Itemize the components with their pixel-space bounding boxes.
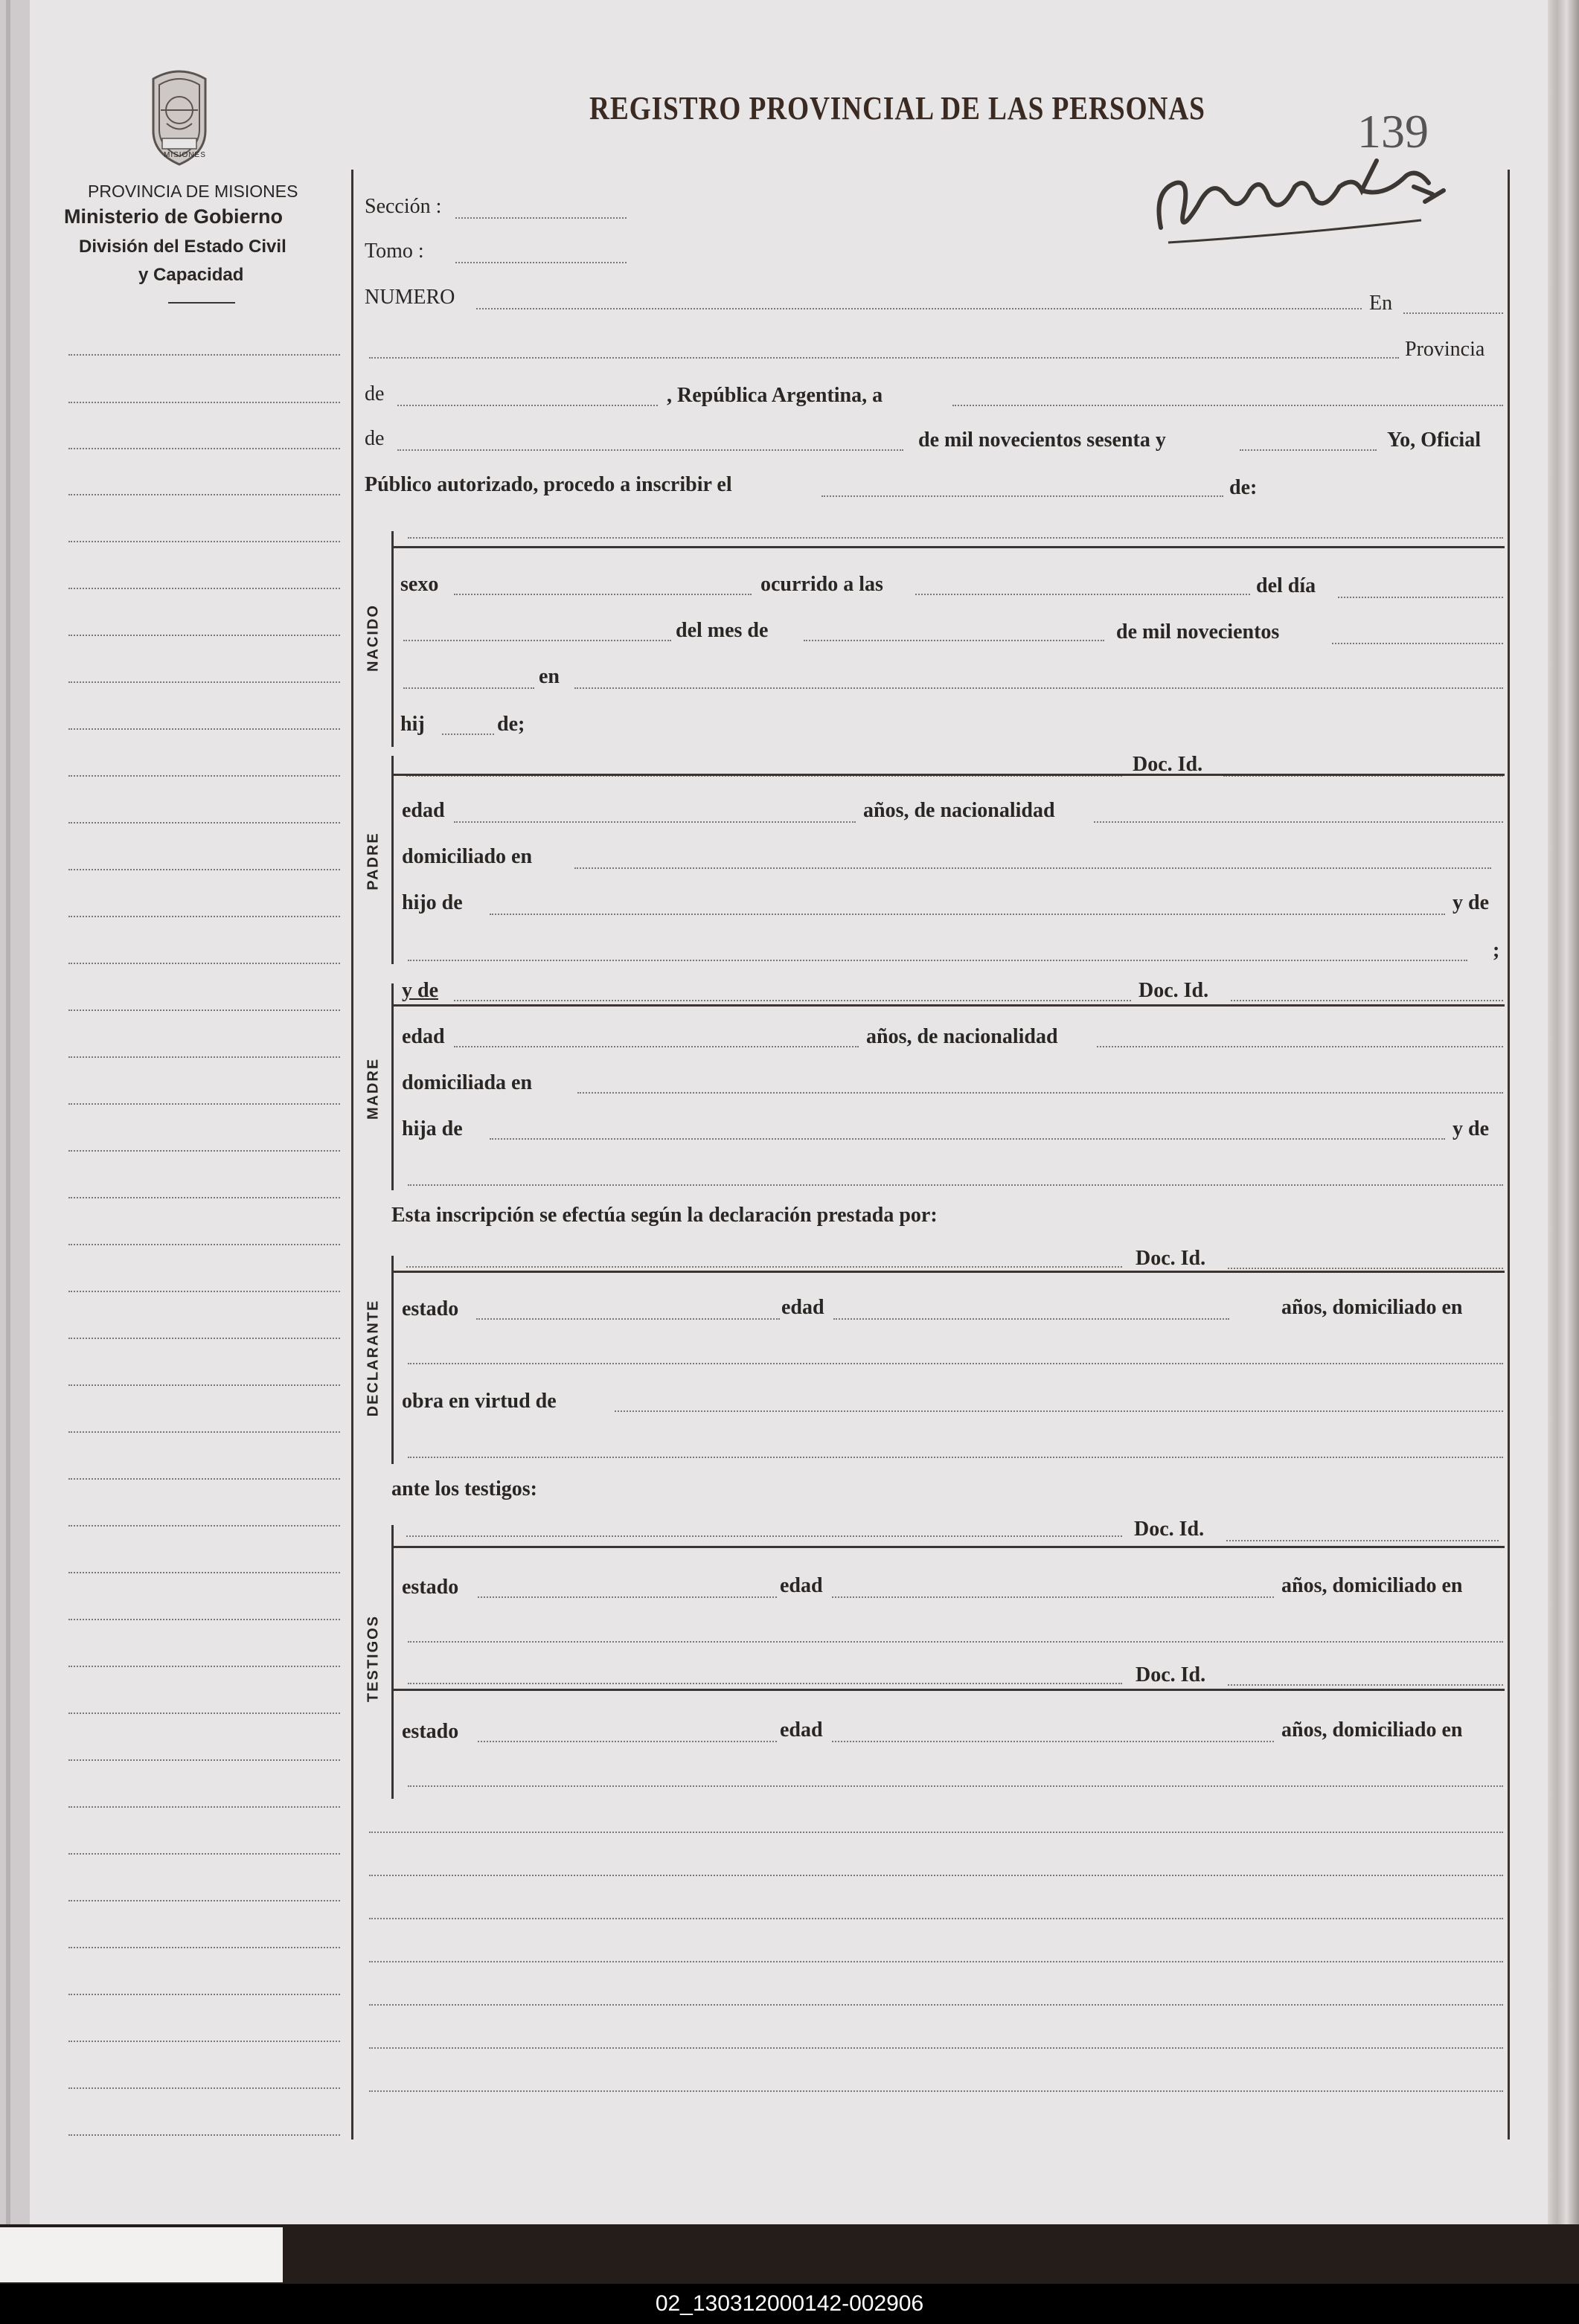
field-fecha-dia[interactable]	[952, 405, 1503, 406]
label-de-2: de	[365, 427, 385, 450]
field-madre-nacionalidad[interactable]	[1097, 1046, 1503, 1047]
field-sexo[interactable]	[454, 594, 752, 595]
page-number: 139	[1357, 105, 1429, 158]
label-testigo1-edad: edad	[780, 1574, 823, 1597]
label-declarante-anos-dom: años, domiciliado en	[1281, 1296, 1463, 1319]
field-madre-y-de[interactable]	[408, 1184, 1503, 1186]
form-left-border	[351, 170, 353, 2140]
org-line3: División del Estado Civil	[79, 237, 286, 257]
field-en[interactable]	[1403, 312, 1503, 314]
field-declarante-obra[interactable]	[615, 1410, 1503, 1412]
bottom-paper-strip	[0, 2227, 283, 2282]
label-padre-hijo-de: hijo de	[402, 891, 463, 914]
label-de-colon: de:	[1229, 476, 1258, 499]
field-testigo2-estado[interactable]	[478, 1741, 777, 1742]
page-title: REGISTRO PROVINCIAL DE LAS PERSONAS	[589, 90, 1205, 126]
field-numero[interactable]	[476, 308, 1362, 309]
field-padre-y-de[interactable]	[408, 960, 1467, 961]
signature-image	[1138, 146, 1466, 250]
seal-text: MISIONES	[164, 151, 206, 159]
label-testigo1-estado: estado	[402, 1576, 459, 1599]
label-padre-doc: Doc. Id.	[1133, 753, 1203, 776]
madre-bracket	[391, 983, 394, 1190]
field-testigo2-nombre[interactable]	[408, 1683, 1122, 1684]
field-lugar-nacido-2[interactable]	[574, 687, 1503, 689]
label-padre-domicilio: domiciliado en	[402, 845, 533, 868]
field-dia-texto[interactable]	[403, 640, 671, 641]
field-testigo1-domicilio[interactable]	[408, 1641, 1503, 1643]
field-padre-edad[interactable]	[454, 821, 856, 823]
page-edge-right	[1548, 0, 1579, 2232]
label-testigo2-estado: estado	[402, 1720, 459, 1743]
label-padre-anos-nac: años, de nacionalidad	[863, 799, 1055, 822]
label-testigo2-doc: Doc. Id.	[1136, 1663, 1206, 1686]
field-hij[interactable]	[442, 734, 494, 735]
label-padre-y-de: y de	[1453, 891, 1489, 914]
label-sexo: sexo	[400, 573, 439, 596]
field-tomo[interactable]	[455, 262, 627, 263]
madre-label: MADRE	[365, 1057, 382, 1120]
field-declarante-domicilio[interactable]	[408, 1363, 1503, 1364]
field-madre-hija-de[interactable]	[490, 1138, 1445, 1140]
label-de-semi: de;	[497, 713, 525, 736]
declarante-intro: Esta inscripción se efectúa según la declaración prestada por:	[391, 1204, 938, 1227]
field-lugar-nacido-1[interactable]	[403, 687, 534, 689]
form-sheet	[30, 0, 1548, 2224]
label-declarante-edad: edad	[781, 1296, 824, 1319]
field-testigo2-domicilio[interactable]	[408, 1785, 1503, 1787]
field-declarante-edad[interactable]	[833, 1318, 1229, 1320]
field-padre-nacionalidad[interactable]	[1094, 821, 1503, 823]
field-seccion[interactable]	[455, 217, 627, 219]
field-declarante-obra-2[interactable]	[408, 1457, 1503, 1458]
field-testigo2-edad[interactable]	[832, 1741, 1274, 1742]
padre-bracket	[391, 756, 394, 964]
label-del-mes: del mes de	[676, 619, 769, 642]
field-testigo1-estado[interactable]	[478, 1596, 777, 1598]
field-testigo1-doc[interactable]	[1226, 1540, 1499, 1541]
image-caption: 02_130312000142-002906	[0, 2284, 1579, 2324]
testigos-bracket	[391, 1525, 394, 1799]
field-declarante-estado[interactable]	[476, 1318, 780, 1320]
label-ocurrido: ocurrido a las	[760, 573, 883, 596]
label-en: En	[1369, 292, 1393, 315]
label-madre-edad: edad	[402, 1025, 445, 1048]
field-inscribir[interactable]	[821, 495, 1223, 497]
field-declarante-nombre[interactable]	[406, 1266, 1122, 1268]
field-nombre[interactable]	[408, 537, 1503, 539]
field-lugar[interactable]	[369, 357, 1399, 359]
field-madre-doc[interactable]	[1231, 1000, 1503, 1001]
divider-testigo2-top	[393, 1689, 1505, 1691]
label-tomo: Tomo :	[365, 240, 424, 263]
binding-stitch	[6, 0, 10, 2228]
label-madre-hija-de: hija de	[402, 1117, 463, 1140]
field-declarante-doc[interactable]	[1228, 1268, 1503, 1269]
divider-madre-top	[393, 1004, 1505, 1007]
label-republica: , República Argentina, a	[667, 384, 883, 407]
field-padre-domicilio[interactable]	[574, 867, 1491, 869]
label-mil-novecientos: de mil novecientos	[1116, 620, 1280, 643]
org-line4: y Capacidad	[138, 265, 244, 285]
field-madre-nombre[interactable]	[454, 1000, 1131, 1001]
label-testigo1-doc: Doc. Id.	[1134, 1518, 1205, 1541]
label-madre-y-de2: y de	[1453, 1117, 1489, 1140]
field-dia[interactable]	[1338, 597, 1503, 598]
field-ano[interactable]	[1240, 449, 1377, 451]
label-declarante-obra: obra en virtud de	[402, 1390, 557, 1413]
nacido-bracket	[391, 531, 394, 747]
divider-declarante-top	[393, 1271, 1505, 1273]
divider-padre-top	[393, 774, 1505, 776]
label-madre-doc: Doc. Id.	[1138, 979, 1209, 1002]
field-testigo1-nombre[interactable]	[406, 1535, 1122, 1537]
label-testigo2-edad: edad	[780, 1718, 823, 1742]
field-testigo1-edad[interactable]	[832, 1596, 1274, 1598]
label-declarante-estado: estado	[402, 1297, 459, 1320]
field-madre-domicilio[interactable]	[577, 1092, 1503, 1094]
label-testigo1-anos-dom: años, domiciliado en	[1281, 1574, 1463, 1597]
label-del-dia: del día	[1256, 574, 1316, 597]
label-provincia: Provincia	[1405, 338, 1485, 361]
field-fecha-mes[interactable]	[397, 449, 903, 451]
testigos-intro: ante los testigos:	[391, 1477, 537, 1500]
field-mes[interactable]	[804, 640, 1104, 641]
label-publico: Público autorizado, procedo a inscribir el	[365, 473, 732, 496]
divider-nacido-top	[393, 546, 1505, 548]
label-numero: NUMERO	[365, 286, 455, 309]
field-de-provincia[interactable]	[397, 405, 658, 406]
testigos-label: TESTIGOS	[365, 1614, 382, 1703]
field-ano-nacido[interactable]	[1332, 643, 1503, 644]
label-testigo2-anos-dom: años, domiciliado en	[1281, 1718, 1463, 1742]
label-padre-edad: edad	[402, 799, 445, 822]
form-right-border	[1508, 170, 1510, 2140]
label-madre-domicilio: domiciliada en	[402, 1071, 533, 1094]
padre-label: PADRE	[365, 832, 382, 890]
org-line2: Ministerio de Gobierno	[64, 205, 284, 228]
label-declarante-doc: Doc. Id.	[1136, 1247, 1206, 1270]
field-padre-hijo-de[interactable]	[490, 914, 1445, 915]
label-en-nacido: en	[539, 665, 560, 688]
label-yo-oficial: Yo, Oficial	[1387, 428, 1481, 452]
label-seccion: Sección :	[365, 195, 442, 218]
divider-testigos-top	[393, 1546, 1505, 1548]
org-line1: PROVINCIA DE MISIONES	[88, 182, 298, 201]
label-de: de	[365, 382, 385, 405]
declarante-label: DECLARANTE	[365, 1299, 382, 1417]
label-mil-sesenta: de mil novecientos sesenta y	[918, 428, 1166, 452]
nacido-label: NACIDO	[365, 604, 382, 672]
label-madre-y-de: y de	[402, 979, 438, 1002]
label-hij: hij	[400, 713, 425, 736]
field-testigo2-doc[interactable]	[1228, 1684, 1503, 1686]
field-madre-edad[interactable]	[454, 1046, 859, 1047]
declarante-bracket	[391, 1256, 394, 1464]
label-madre-anos-nac: años, de nacionalidad	[866, 1025, 1058, 1048]
field-hora[interactable]	[915, 594, 1250, 595]
label-padre-semicolon: ;	[1493, 939, 1500, 962]
org-underline	[168, 302, 235, 304]
